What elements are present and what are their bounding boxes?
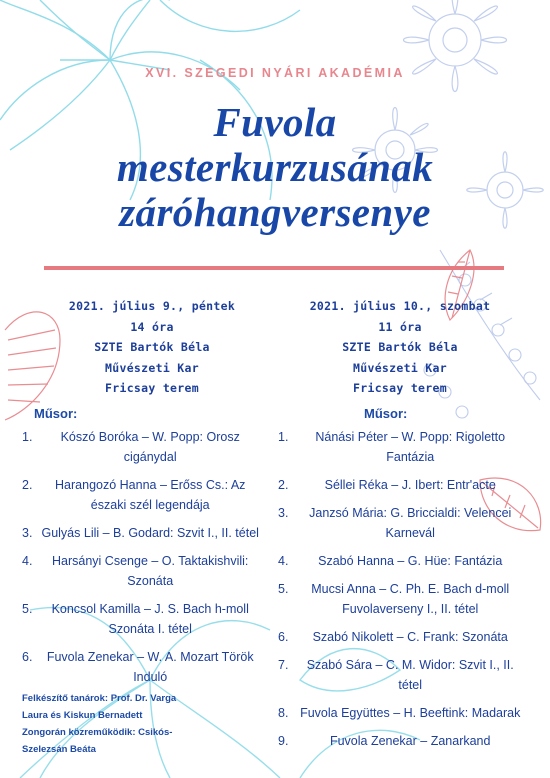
- item-text: Séllei Réka – J. Ibert: Entr'acte: [324, 478, 496, 492]
- item-number: 4.: [22, 554, 33, 568]
- item-text: Fuvola Zenekar – Zanarkand: [329, 734, 491, 748]
- item-text: Koncsol Kamilla – J. S. Bach h-moll Szonáta I. tétel: [51, 602, 249, 636]
- event-time: 14 óra: [130, 319, 174, 334]
- item-text: Szabó Sára – C. M. Widor: Szvit I., II. tétel: [306, 658, 514, 692]
- event-date: 2021. július 9., péntek: [68, 299, 236, 313]
- item-text: Kószó Boróka – W. Popp: Orosz cigánydal: [60, 430, 240, 464]
- program-item: [278, 703, 526, 723]
- program-item: [278, 731, 526, 751]
- item-number: 6.: [278, 630, 289, 644]
- program-item: [278, 503, 526, 543]
- item-text: Harangozó Hanna – Erőss Cs.: Az északi szél legendája: [55, 478, 246, 512]
- program-heading-day2: Műsor:: [364, 406, 408, 421]
- item-number: 9.: [278, 734, 289, 748]
- item-text: Nánási Péter – W. Popp: Rigoletto Fantázia: [315, 430, 506, 464]
- item-text: Fuvola Együttes – H. Beeftink: Madarak: [300, 706, 521, 720]
- title-line: záróhangversenye: [119, 189, 431, 235]
- program-item: [22, 523, 262, 543]
- program-item: [278, 579, 526, 619]
- item-text: Mucsi Anna – C. Ph. E. Bach d-moll Fuvolaverseny I., II. tétel: [311, 582, 510, 616]
- event-venue-line: SZTE Bartók Béla: [94, 340, 210, 354]
- credits-line: Zongorán közreműködik: Csikós-: [22, 727, 173, 738]
- credits-footer: [22, 690, 262, 758]
- item-text: Harsányi Csenge – O. Taktakishvili: Szonáta: [52, 554, 249, 588]
- program-item: [22, 427, 262, 467]
- item-number: 3.: [22, 526, 33, 540]
- program-item: [22, 475, 262, 515]
- credits-line: Laura és Kiskun Bernadett: [22, 710, 143, 721]
- item-number: 2.: [22, 478, 33, 492]
- item-text: Gulyás Lili – B. Godard: Szvit I., II. tétel: [41, 526, 259, 540]
- item-number: 4.: [278, 554, 289, 568]
- item-number: 5.: [278, 582, 289, 596]
- program-item: [278, 627, 526, 647]
- program-item: [22, 551, 262, 591]
- item-number: 1.: [278, 430, 289, 444]
- event-info-day2: [280, 296, 520, 399]
- event-venue-line: Művészeti Kar: [105, 360, 199, 375]
- item-text: Szabó Nikolett – C. Frank: Szonáta: [312, 630, 508, 644]
- event-venue-line: Fricsay terem: [105, 381, 199, 395]
- event-info-day1: [32, 296, 272, 399]
- poster-title: [0, 100, 550, 235]
- item-number: 3.: [278, 506, 289, 520]
- program-item: [278, 427, 526, 467]
- item-number: 2.: [278, 478, 289, 492]
- credits-line: Szelezsán Beáta: [22, 744, 96, 755]
- title-line: Fuvola: [213, 99, 337, 145]
- event-series-subtitle: XVI. SZEGEDI NYÁRI AKADÉMIA: [145, 66, 405, 80]
- title-line: mesterkurzusának: [116, 144, 434, 190]
- event-time: 11 óra: [378, 319, 422, 334]
- item-text: Szabó Hanna – G. Hüe: Fantázia: [318, 554, 503, 568]
- program-item: [278, 475, 526, 495]
- item-number: 6.: [22, 650, 33, 664]
- program-item: [278, 551, 526, 571]
- event-venue-line: SZTE Bartók Béla: [342, 340, 458, 354]
- event-venue-line: Művészeti Kar: [353, 360, 447, 375]
- item-number: 7.: [278, 658, 289, 672]
- item-number: 8.: [278, 706, 289, 720]
- program-item: [22, 599, 262, 639]
- event-venue-line: Fricsay terem: [353, 381, 447, 395]
- item-number: 1.: [22, 430, 33, 444]
- item-text: Janzsó Mária: G. Briccialdi: Velencei Karnevál: [309, 506, 512, 540]
- program-item: [278, 655, 526, 695]
- item-number: 5.: [22, 602, 33, 616]
- event-date: 2021. július 10., szombat: [309, 299, 491, 313]
- credits-line: Felkészítő tanárok: Prof. Dr. Varga: [22, 693, 177, 704]
- program-list-day1: [22, 427, 262, 695]
- item-text: Fuvola Zenekar – W. A. Mozart Török Induló: [46, 650, 254, 684]
- program-heading-day1: Műsor:: [34, 406, 78, 421]
- program-item: [22, 647, 262, 687]
- program-list-day2: [278, 427, 526, 759]
- title-divider: [44, 266, 504, 270]
